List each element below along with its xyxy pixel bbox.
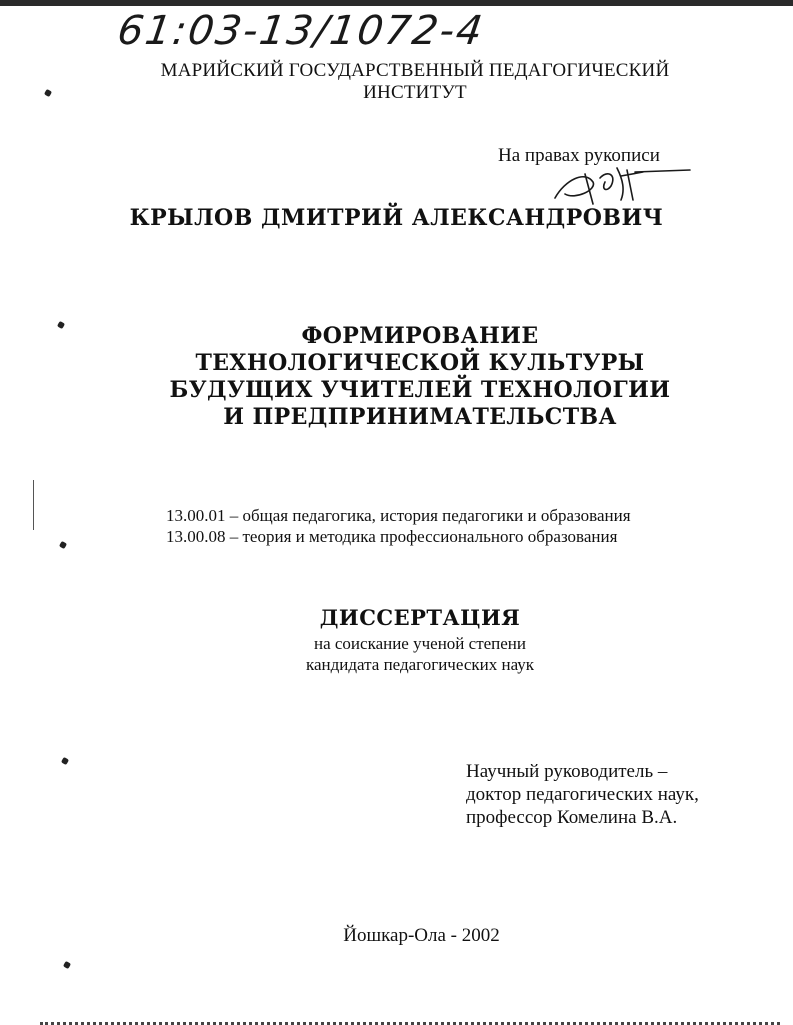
title-line-4: И ПРЕДПРИНИМАТЕЛЬСТВА [223,404,617,430]
institute-line-1: МАРИЙСКИЙ ГОСУДАРСТВЕННЫЙ ПЕДАГОГИЧЕСКИЙ [160,60,670,81]
manuscript-rights: На правах рукописи [498,145,660,166]
archive-number: 61:03-13/1072-4 [114,8,487,54]
title-line-1: ФОРМИРОВАНИЕ [301,323,539,349]
city-year: Йошкар-Ола - 2002 [343,925,500,946]
title-line-3: БУДУЩИХ УЧИТЕЛЕЙ ТЕХНОЛОГИИ [169,377,671,403]
document-type: ДИССЕРТАЦИЯ [319,605,521,630]
scan-margin-line [33,480,34,530]
scientific-supervisor [466,760,699,829]
specialty-codes [166,505,631,547]
scan-speck [61,757,69,765]
title-line-2: ТЕХНОЛОГИЧЕСКОЙ КУЛЬТУРЫ [195,350,645,376]
signature-mark [545,160,695,210]
degree-line-2: кандидата педагогических наук [305,655,535,674]
degree-line-1: на соискание ученой степени [313,634,527,653]
dissertation-title [120,323,720,431]
scan-top-border [0,0,793,6]
degree-sought [0,633,793,675]
institute-name [110,60,720,104]
scan-bottom-edge [40,1018,780,1025]
author-name: КРЫЛОВ ДМИТРИЙ АЛЕКСАНДРОВИЧ [129,205,664,231]
supervisor-line-1: Научный руководитель – [466,761,668,782]
scan-speck [63,961,71,969]
scan-speck [57,321,65,329]
scan-speck [44,89,52,97]
supervisor-line-2: доктор педагогических наук, [466,784,699,805]
specialty-line: 13.00.01 – общая педагогика, история педагогики и образования [166,506,631,525]
specialty-line: 13.00.08 – теория и методика профессионального образования [166,527,618,546]
supervisor-line-3: профессор Комелина В.А. [466,807,678,828]
scan-speck [59,541,67,549]
institute-line-2: ИНСТИТУТ [363,82,467,103]
